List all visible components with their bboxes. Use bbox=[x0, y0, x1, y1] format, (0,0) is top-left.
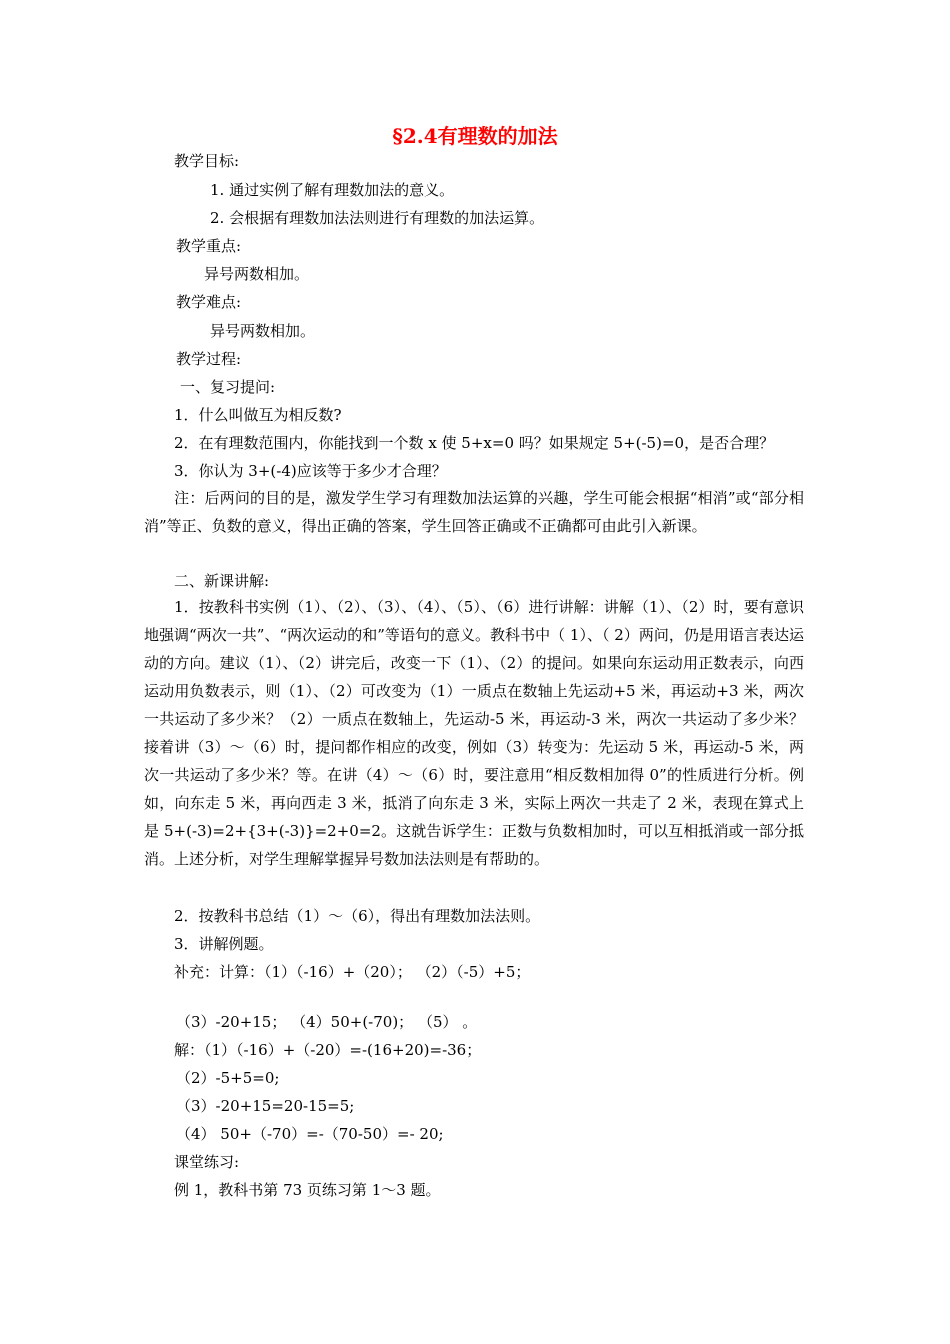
key-point-heading: 教学重点: bbox=[176, 237, 242, 255]
supplement-line-2: （3）-20+15； （4）50+(-70)； （5） 。 bbox=[176, 1013, 478, 1031]
review-question-2: 2．在有理数范围内，你能找到一个数 x 使 5+x=0 吗？如果规定 5+(-5)=0，是否合理？ bbox=[174, 434, 775, 452]
review-heading: 一、复习提问: bbox=[180, 378, 276, 396]
lesson-text-1: 1．按教科书实例（1）、（2）、（3）、（4）、（5）、（6）进行讲解：讲解（1）、（2）时，要有意识地强调“两次一共”、“两次运动的和”等语句的意义。教科书中（ 1）、（ 2）两问，仍是用语言表达运动的方向。建议（1）、（2）讲完后，改变一下（1）、（2）的提问。如果向东运动用正数表示，向西运动用负数表示，则（1）、（2）可改变为（1）一质点在数轴上先运动+5 米，再运动+3 米，两次一共运动了多少米？（2）一质点在数轴上，先运动-5 米，再运动-3 米，两次一共运动了多少米？接着讲（3）～（6）时，提问都作相应的改变，例如（3）转变为：先运动 5 米，再运动-5 米，两次一共运动了多少米？等。在讲（4）～（6）时，要注意用“相反数相加得 0”的性质进行分析。例如，向东走 5 米，再向西走 3 米，抵消了向东走 3 米，实际上两次一共走了 2 米，表现在算式上是 5+(-3)=2+{3+(-3)}=2+0=2。这就告诉学生：正数与负数相加时，可以互相抵消或一部分抵消。上述分析，对学生理解掌握异号数加法法则是有帮助的。 bbox=[144, 598, 804, 868]
new-lesson-heading: 二、新课讲解: bbox=[174, 572, 270, 590]
exercise-heading: 课堂练习: bbox=[174, 1153, 240, 1171]
lesson-paragraph-3: 3．讲解例题。 bbox=[174, 935, 274, 953]
supplement-line-1: 补充：计算：（1）（-16）+（20）； （2）（-5）+5； bbox=[174, 963, 531, 981]
solution-line-1: 解：（1）（-16）+（-20）=-(16+20)=-36； bbox=[174, 1041, 482, 1059]
goal-item-1: 1. 通过实例了解有理数加法的意义。 bbox=[210, 181, 455, 199]
process-heading: 教学过程: bbox=[176, 350, 242, 368]
exercise-text: 例 1，教科书第 73 页练习第 1～3 题。 bbox=[174, 1181, 441, 1199]
review-question-3: 3．你认为 3+(-4)应该等于多少才合理？ bbox=[174, 462, 447, 480]
solution-line-4: （4） 50+（-70）=-（70-50）=- 20; bbox=[176, 1125, 444, 1143]
solution-line-3: （3）-20+15=20-15=5; bbox=[176, 1097, 355, 1115]
difficulty-text: 异号两数相加。 bbox=[210, 322, 316, 340]
difficulty-heading: 教学难点: bbox=[176, 293, 242, 311]
key-point-text: 异号两数相加。 bbox=[204, 265, 310, 283]
lesson-paragraph-1 bbox=[144, 593, 804, 873]
goals-heading: 教学目标: bbox=[174, 152, 240, 170]
note-paragraph bbox=[144, 484, 804, 540]
lesson-paragraph-2: 2．按教科书总结（1）～（6），得出有理数加法法则。 bbox=[174, 907, 541, 925]
note-text: 注：后两问的目的是，激发学生学习有理数加法运算的兴趣，学生可能会根据“相消”或“部分相消”等正、负数的意义，得出正确的答案，学生回答正确或不正确都可由此引入新课。 bbox=[144, 489, 804, 535]
solution-line-2: （2）-5+5=0; bbox=[176, 1069, 280, 1087]
goal-item-2: 2. 会根据有理数加法法则进行有理数的加法运算。 bbox=[210, 209, 545, 227]
document-title: §2.4有理数的加法 bbox=[392, 124, 558, 148]
review-question-1: 1．什么叫做互为相反数? bbox=[174, 406, 342, 424]
